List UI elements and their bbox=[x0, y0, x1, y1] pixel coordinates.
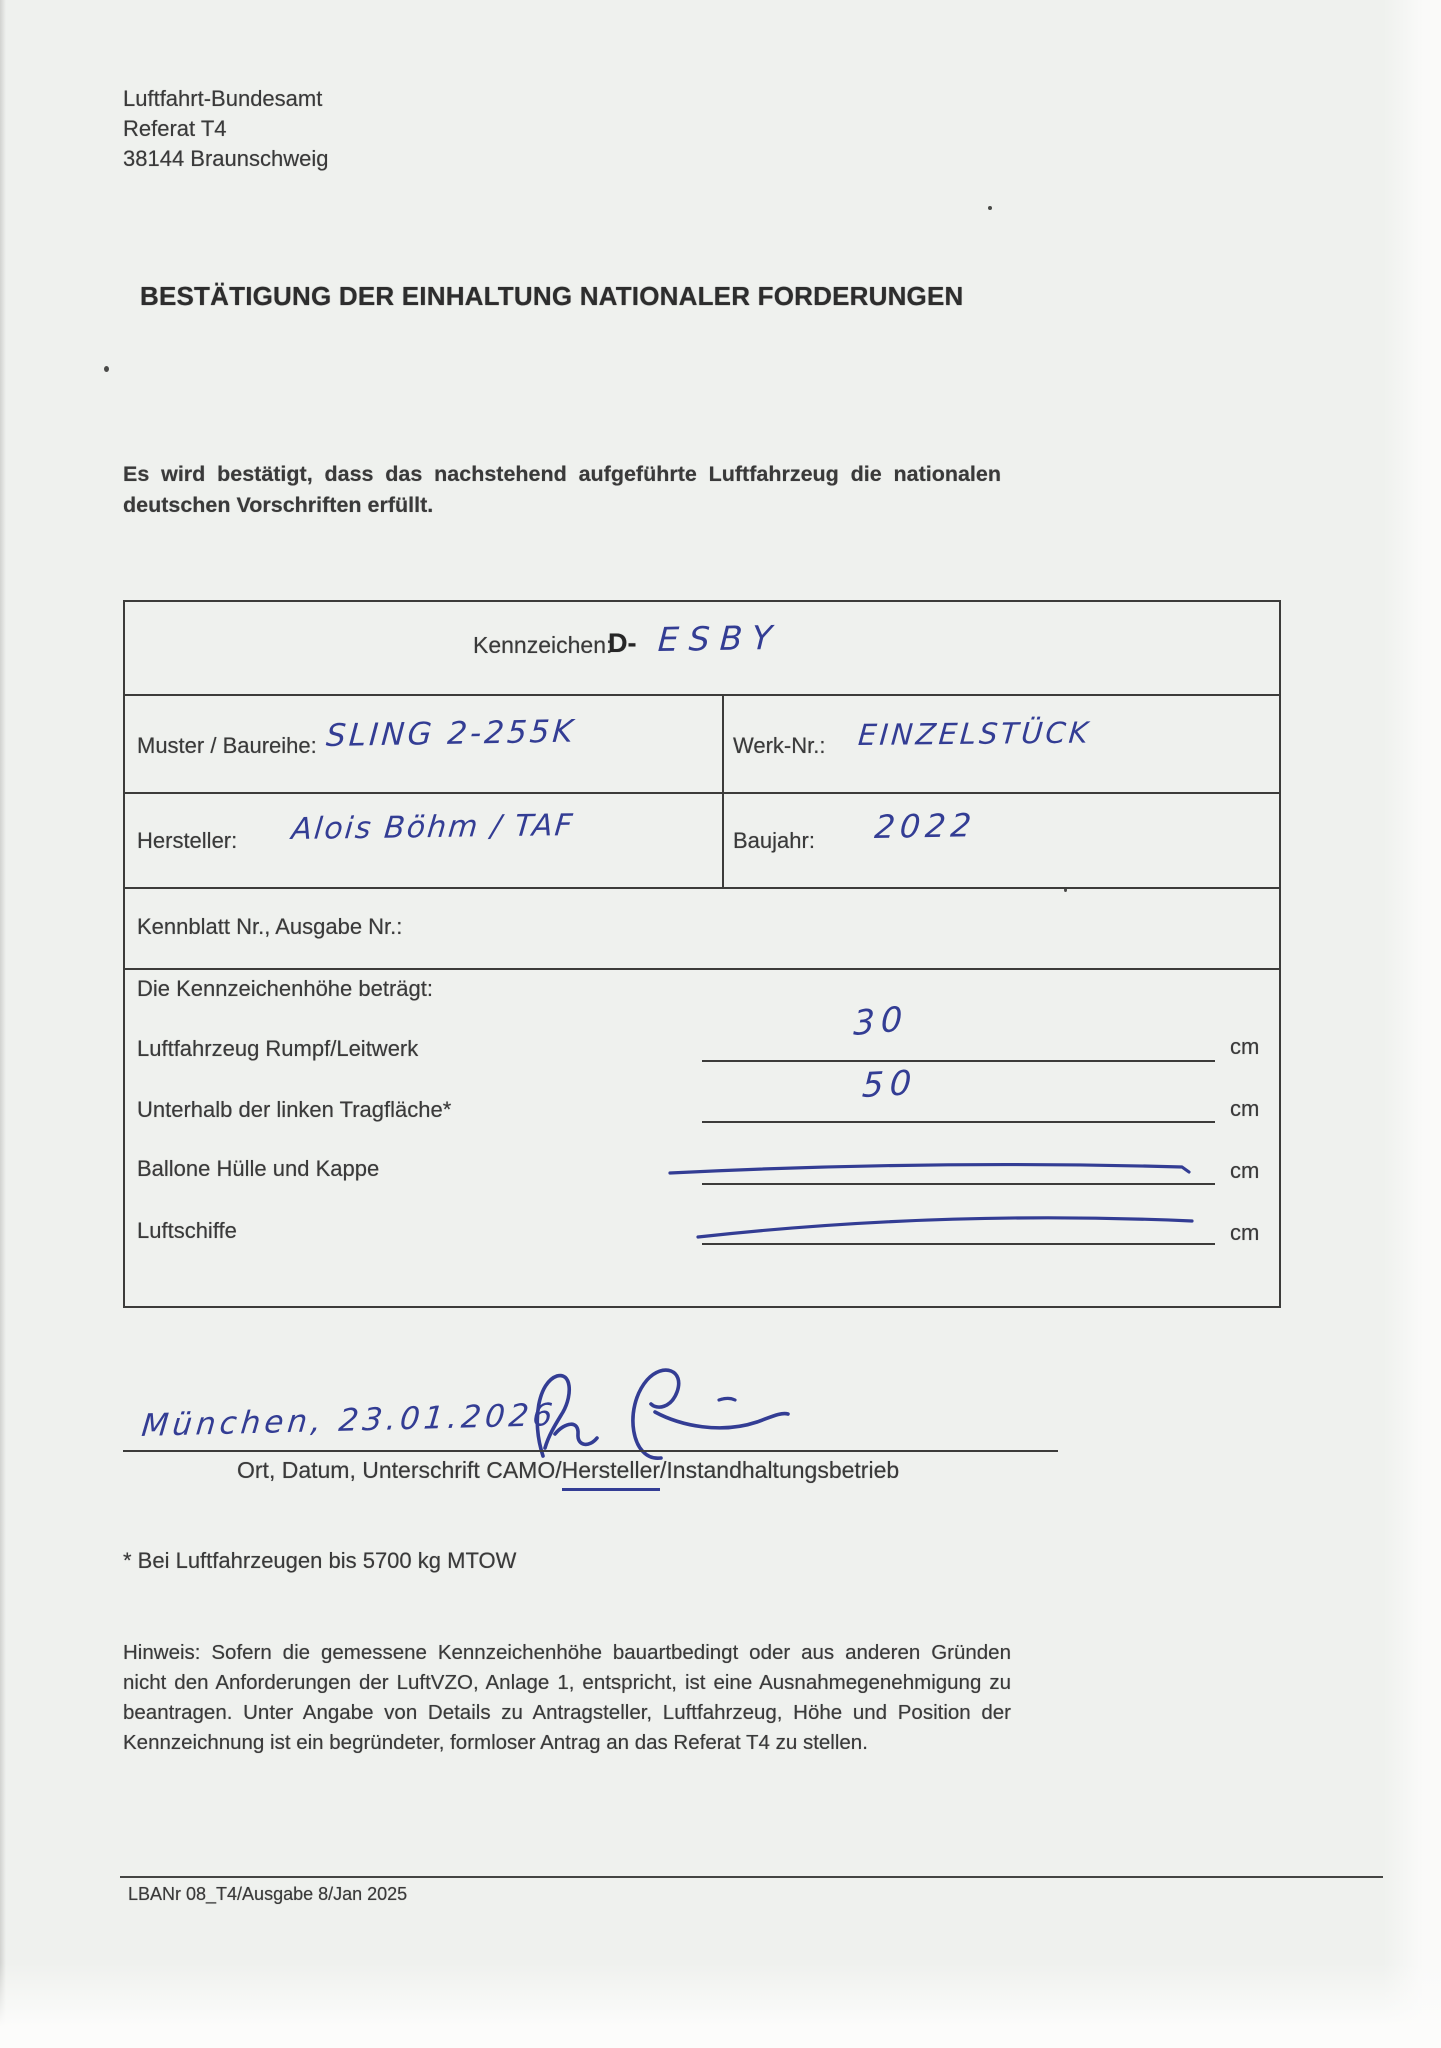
table-divider bbox=[125, 694, 1279, 696]
muster-label: Muster / Baureihe: bbox=[137, 733, 317, 758]
kennzeichen-prefix: D- bbox=[608, 628, 637, 658]
signature-caption bbox=[237, 1457, 899, 1484]
werknr-label: Werk-Nr.: bbox=[733, 733, 826, 758]
hersteller-value-handwritten: Alois Böhm / TAF bbox=[290, 808, 576, 847]
value-underline bbox=[702, 1243, 1215, 1245]
table-column-divider bbox=[722, 694, 724, 887]
table-divider bbox=[125, 792, 1279, 794]
hinweis-paragraph: Hinweis: Sofern die gemessene Kennzeichenhöhe bauartbedingt oder aus anderen Gründen nicht den Anforderungen der LuftVZO, Anlage 1, entspricht, ist eine Ausnahmegenehmigung zu beantragen. Unter Angabe von Details zu Antragsteller, Luftfahrzeug, Höhe und Position der Kennzeichnung ist ein begründeter, formloser Antrag an das Referat T4 zu stellen. bbox=[123, 1641, 1011, 1754]
place-date-handwritten: München, 23.01.2026 bbox=[140, 1397, 558, 1444]
handwritten-dash bbox=[662, 1154, 1202, 1180]
kennzeichen-value-handwritten: ESBY bbox=[657, 617, 784, 659]
table-divider bbox=[125, 968, 1279, 970]
aircraft-data-table bbox=[123, 600, 1281, 1308]
measurement-unit: cm bbox=[1230, 1220, 1260, 1245]
werknr-value-handwritten: EINZELSTÜCK bbox=[857, 715, 1093, 752]
form-reference: LBANr 08_T4/Ausgabe 8/Jan 2025 bbox=[128, 1884, 408, 1904]
measurement-unit: cm bbox=[1230, 1158, 1260, 1183]
page-title: BESTÄTIGUNG DER EINHALTUNG NATIONALER FORDERUNGEN bbox=[140, 281, 964, 311]
measurement-label: Ballone Hülle und Kappe bbox=[137, 1156, 380, 1181]
letterhead bbox=[123, 84, 328, 174]
baujahr-value-handwritten: 2022 bbox=[873, 806, 978, 846]
measurement-value-handwritten: 50 bbox=[861, 1062, 919, 1106]
scan-artifact bbox=[104, 366, 109, 372]
signature-rule bbox=[123, 1450, 1058, 1452]
signature-caption-post: /Instandhaltungsbetrieb bbox=[660, 1457, 900, 1483]
scan-artifact bbox=[988, 206, 992, 210]
letterhead-line: Referat T4 bbox=[123, 116, 227, 141]
hersteller-label: Hersteller: bbox=[137, 828, 238, 853]
measurement-unit: cm bbox=[1230, 1034, 1260, 1059]
signature-caption-pre: Ort, Datum, Unterschrift CAMO/ bbox=[237, 1457, 562, 1483]
scan-edge-bottom bbox=[0, 1963, 1441, 2048]
kennzeichenhoehe-heading: Die Kennzeichenhöhe beträgt: bbox=[137, 976, 433, 1001]
measurement-label: Luftfahrzeug Rumpf/Leitwerk bbox=[137, 1036, 419, 1061]
handwritten-dash bbox=[692, 1208, 1202, 1242]
scan-edge-left bbox=[0, 0, 6, 2048]
scan-edge-right bbox=[1383, 0, 1441, 2048]
letterhead-line: Luftfahrt-Bundesamt bbox=[123, 86, 323, 111]
kennzeichen-label: Kennzeichen: bbox=[473, 632, 613, 658]
measurement-label: Unterhalb der linken Tragfläche* bbox=[137, 1097, 452, 1122]
muster-value-handwritten: SLING 2-255K bbox=[325, 713, 578, 754]
value-underline bbox=[702, 1060, 1215, 1062]
measurement-value-handwritten: 30 bbox=[853, 998, 909, 1044]
baujahr-label: Baujahr: bbox=[733, 828, 815, 853]
value-underline bbox=[702, 1121, 1215, 1123]
measurement-label: Luftschiffe bbox=[137, 1218, 237, 1243]
signature-caption-hersteller: Hersteller bbox=[562, 1457, 660, 1491]
intro-paragraph: Es wird bestätigt, dass das nachstehend aufgeführte Luftfahrzeug die nationalen deutschen Vorschriften erfüllt. bbox=[123, 462, 1001, 517]
mtow-footnote: * Bei Luftfahrzeugen bis 5700 kg MTOW bbox=[123, 1548, 517, 1573]
footer-rule bbox=[120, 1876, 1383, 1878]
kennblatt-label: Kennblatt Nr., Ausgabe Nr.: bbox=[137, 914, 403, 939]
letterhead-line: 38144 Braunschweig bbox=[123, 146, 329, 171]
measurement-unit: cm bbox=[1230, 1096, 1260, 1121]
table-divider bbox=[125, 887, 1279, 889]
value-underline bbox=[702, 1183, 1215, 1185]
